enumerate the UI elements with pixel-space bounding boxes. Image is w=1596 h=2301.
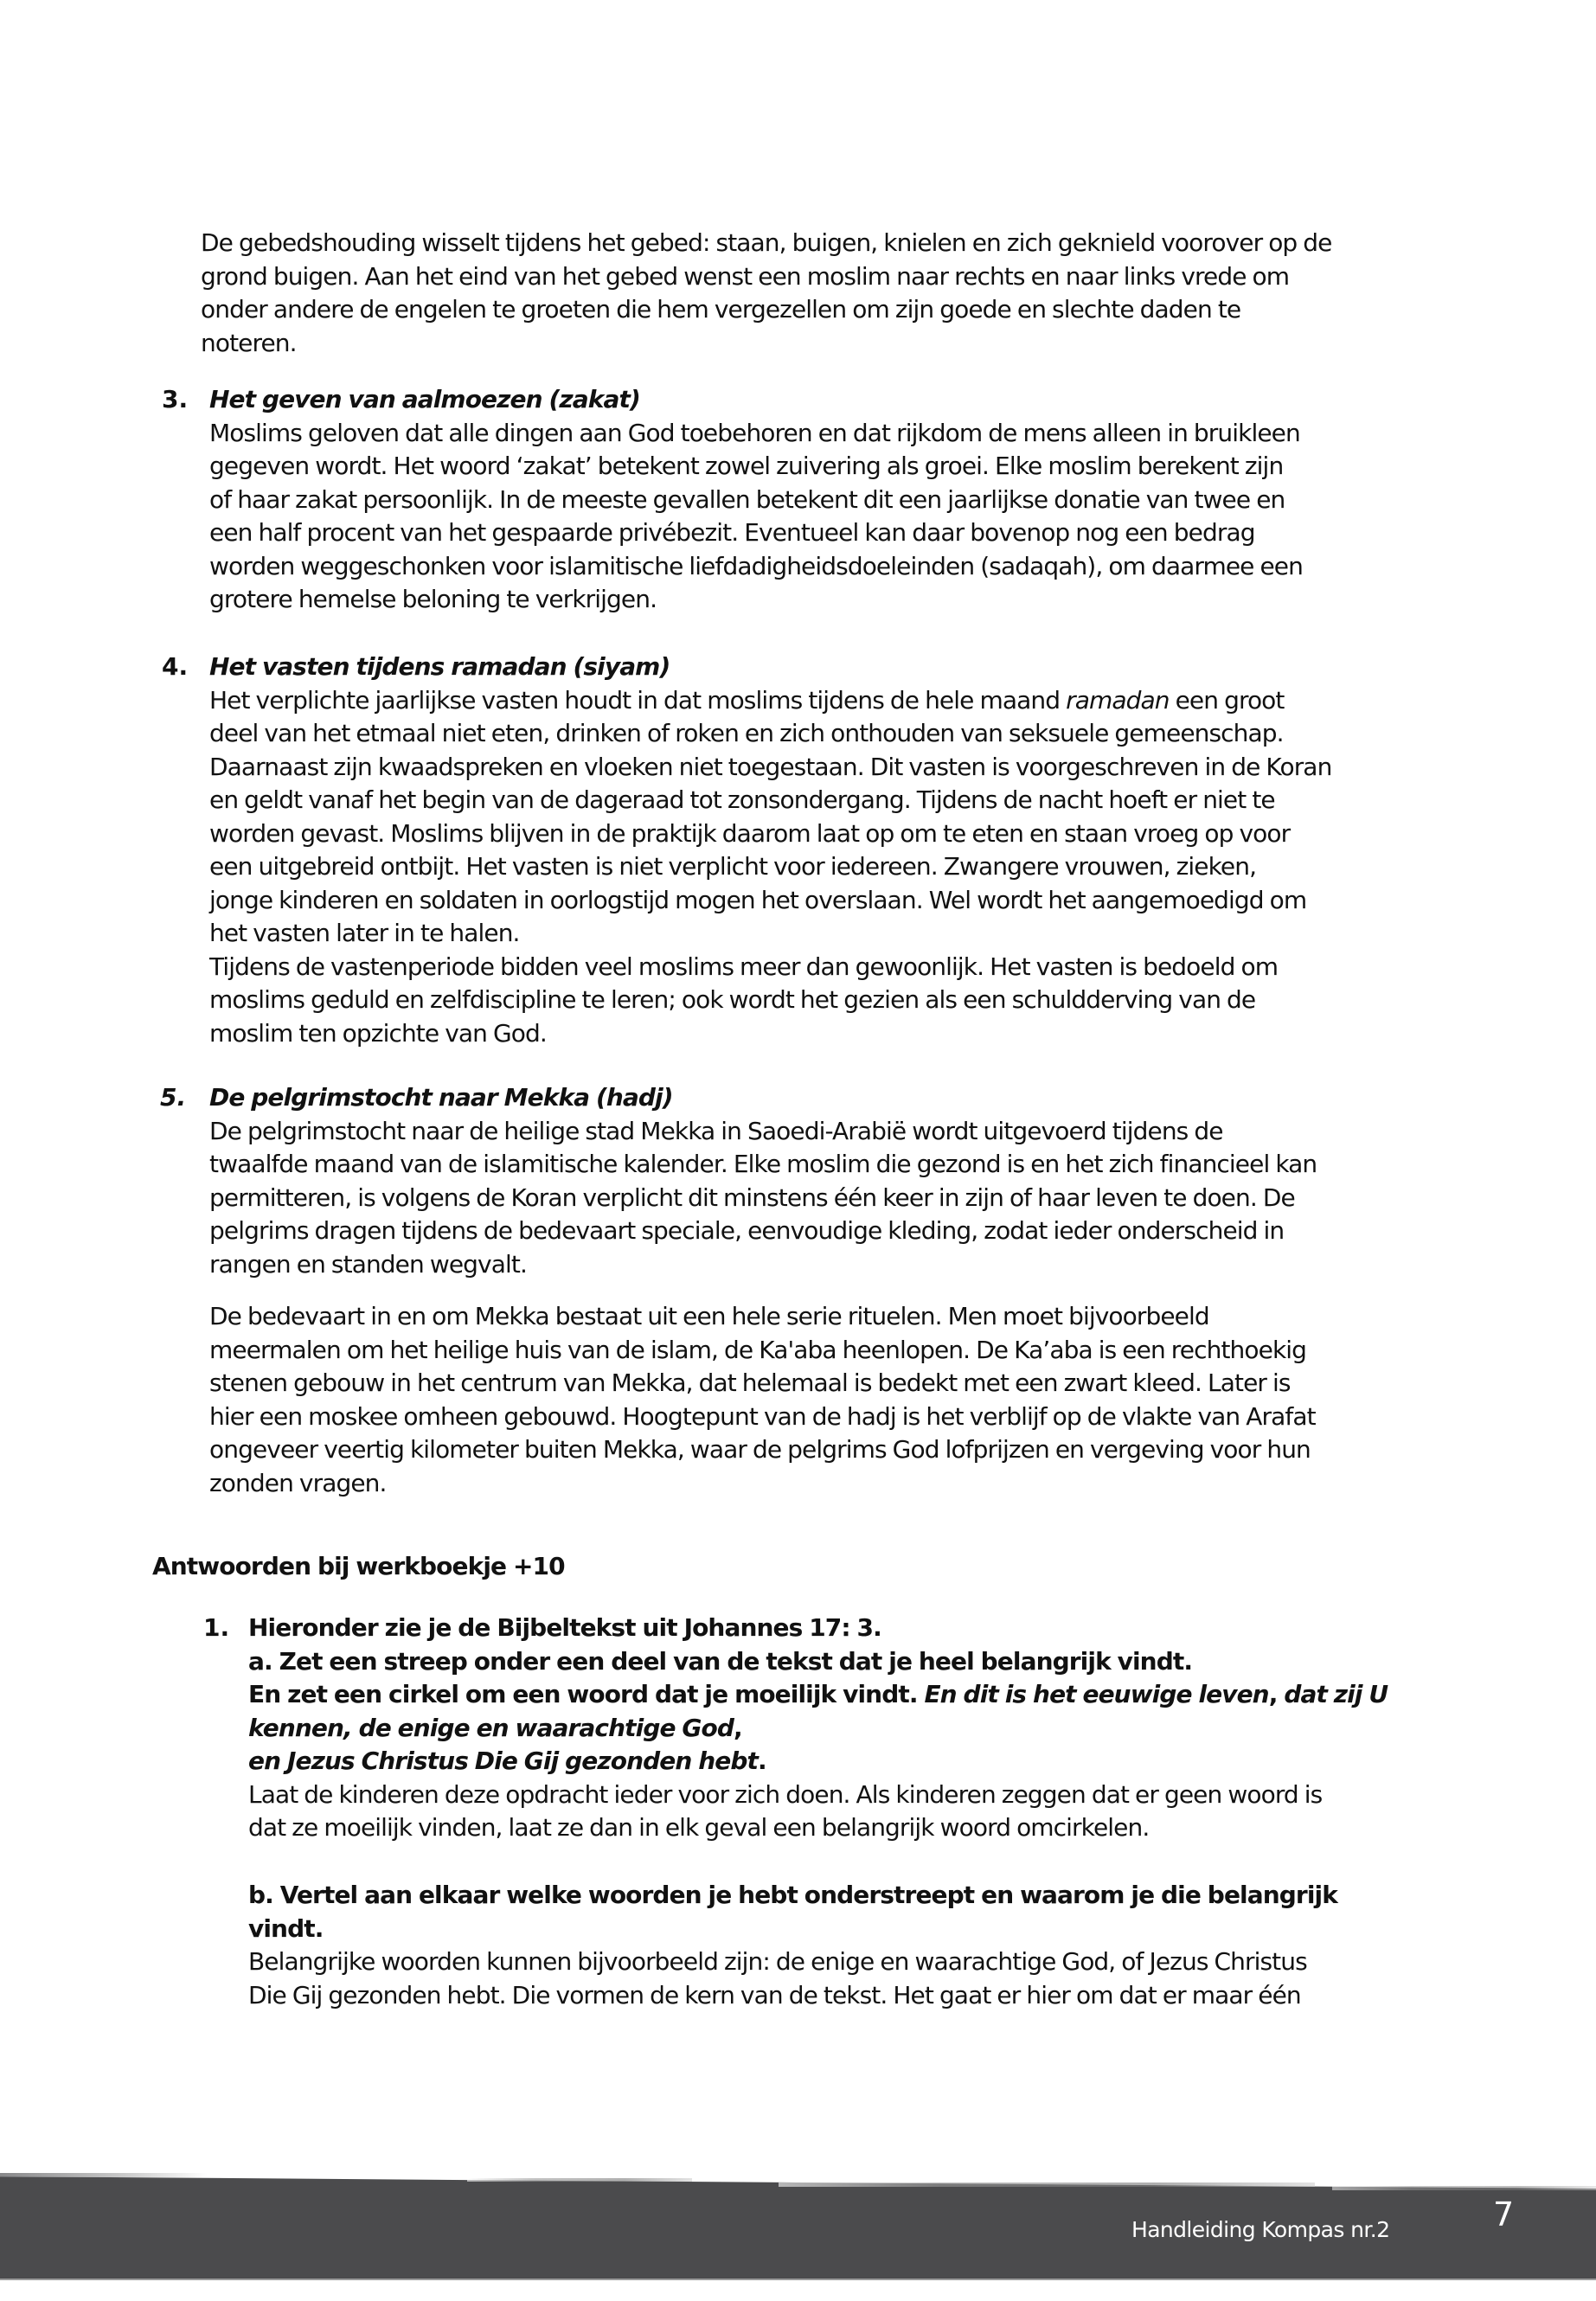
pillar-siyam [209,651,1331,1050]
bible-quote: En dit is het eeuwige leven [924,1680,1269,1708]
text-line: De pelgrimstocht naar de heilige stad Mekka in Saoedi-Arabië wordt uitgevoerd tijdens de [209,1116,1223,1145]
pillar-hadj-continued [209,1300,1316,1500]
page-number: 7 [1493,2195,1515,2234]
text-line: of haar zakat persoonlijk. In de meeste gevallen betekent dit een jaarlijkse donatie van twee en [209,484,1285,514]
text-line: twaalfde maand van de islamitische kalender. Elke moslim die gezond is en het zich financieel kan [209,1150,1317,1178]
answer-text: dat ze moeilijk vinden, laat ze dan in elk geval een belangrijk woord omcirkelen. [248,1813,1150,1842]
intro-paragraph [201,227,1332,360]
text-line: rangen en standen wegvalt. [209,1249,527,1279]
text-line: meermalen om het heilige huis van de islam, de Ka'aba heenlopen. De Ka’aba is een rechthoekig [209,1335,1307,1364]
list-number: 5. [160,1083,187,1112]
question-a-line [248,1678,1388,1712]
text-run: , [1268,1680,1285,1708]
text-line: grotere hemelse beloning te verkrijgen. [209,585,657,613]
text-line: noteren. [201,328,297,357]
text-line: jonge kinderen en soldaten in oorlogstijd mogen het overslaan. Wel wordt het aangemoedigd om [209,885,1307,914]
question-b: b. Vertel aan elkaar welke woorden je hebt onderstreept en waarom je die belangrijk [248,1881,1337,1909]
text-run: . [757,1747,766,1775]
text-line: pelgrims dragen tijdens de bedevaart speciale, eenvoudige kleding, zodat ieder onderscheid in [209,1216,1285,1245]
list-number: 3. [162,385,189,413]
text-line: hier een moskee omheen gebouwd. Hoogtepunt van de hadj is het verblijf op de vlakte van Arafat [209,1401,1316,1431]
text-line: een uitgebreid ontbijt. Het vasten is niet verplicht voor iedereen. Zwangere vrouwen, zieken, [209,852,1257,881]
text-line: deel van het etmaal niet eten, drinken of roken en zich onthouden van seksuele gemeenschap. [209,719,1284,747]
pillar-zakat [209,383,1303,617]
text-run: , [733,1713,742,1742]
bible-quote-line [248,1745,1388,1779]
answer-item-1b [248,1879,1337,2012]
text-run: een groot [1169,685,1285,715]
emphasis-ramadan: ramadan [1066,685,1170,715]
text-run: Het verplichte jaarlijkse vasten houdt in dat moslims tijdens de hele maand [209,685,1067,715]
text-line: onder andere de engelen te groeten die hem vergezellen om zijn goede en slechte daden te [201,295,1241,324]
list-number: 4. [162,652,189,681]
text-line: Daarnaast zijn kwaadspreken en vloeken niet toegestaan. Dit vasten is voorgeschreven in de Koran [209,752,1332,781]
answer-text: Laat de kinderen deze opdracht ieder voor zich doen. Als kinderen zeggen dat er geen woord is [248,1779,1323,1809]
text-line: stenen gebouw in het centrum van Mekka, dat helemaal is bedekt met een zwart kleed. Later is [209,1368,1291,1397]
answer-text: Belangrijke woorden kunnen bijvoorbeeld zijn: de enige en waarachtige God, of Jezus Christus [248,1947,1307,1976]
pillar-title: Het vasten tijdens ramadan (siyam) [209,652,670,681]
text-line: zonden vragen. [209,1468,387,1497]
bible-quote: kennen, de enige en waarachtige God [248,1713,734,1742]
text-line: Tijdens de vastenperiode bidden veel moslims meer dan gewoonlijk. Het vasten is bedoeld om [209,952,1279,981]
answer-item-1 [248,1612,1388,1845]
question-a: a. Zet een streep onder een deel van de tekst dat je heel belangrijk vindt. [248,1646,1193,1676]
text-line [209,684,1331,718]
bible-quote: dat zij U [1284,1680,1388,1708]
section-heading: Antwoorden bij werkboekje +10 [152,1552,565,1580]
text-line: worden gevast. Moslims blijven in de praktijk daarom laat op om te eten en staan vroeg op voor [209,818,1291,848]
text-line: worden weggeschonken voor islamitische liefdadigheidsdoeleinden (sadaqah), om daarmee een [209,551,1303,580]
bible-quote-line [248,1712,1388,1746]
text-line: Moslims geloven dat alle dingen aan God toebehoren en dat rijkdom de mens alleen in bruikleen [209,418,1300,447]
text-line: moslims geduld en zelfdiscipline te leren; ook wordt het gezien als een schuldderving van de [209,985,1256,1014]
question-text: Hieronder zie je de Bijbeltekst uit Johannes 17: 3. [248,1613,881,1642]
pillar-hadj [209,1081,1317,1281]
text-line: moslim ten opzichte van God. [209,1018,547,1048]
text-run: En zet een cirkel om een woord dat je moeilijk vindt. [248,1680,925,1708]
text-line: en geldt vanaf het begin van de dageraad tot zonsondergang. Tijdens de nacht hoeft er niet te [209,785,1275,814]
text-line: het vasten later in te halen. [209,919,520,947]
text-line: De gebedshouding wisselt tijdens het gebed: staan, buigen, knielen en zich geknield voorover op de [201,228,1332,257]
text-line: permitteren, is volgens de Koran verplicht dit minstens één keer in zijn of haar leven te doen. De [209,1183,1295,1212]
text-line: een half procent van het gespaarde privébezit. Eventueel kan daar bovenop nog een bedrag [209,518,1255,547]
answer-text: Die Gij gezonden hebt. Die vormen de kern van de tekst. Het gaat er hier om dat er maar één [248,1980,1301,2009]
text-line: ongeveer veertig kilometer buiten Mekka, waar de pelgrims God lofprijzen en vergeving voor hun [209,1435,1311,1464]
question-b: vindt. [248,1913,324,1943]
list-number: 1. [203,1613,230,1642]
bible-quote: en Jezus Christus Die Gij gezonden hebt [248,1747,758,1775]
text-line: grond buigen. Aan het eind van het gebed wenst een moslim naar rechts en naar links vrede om [201,261,1290,291]
pillar-title: De pelgrimstocht naar Mekka (hadj) [209,1083,673,1112]
footer-publication-title: Handleiding Kompas nr.2 [1131,2217,1390,2242]
pillar-title: Het geven van aalmoezen (zakat) [209,385,640,413]
text-line: gegeven wordt. Het woord ‘zakat’ betekent zowel zuivering als groei. Elke moslim berekent zijn [209,452,1284,480]
text-line: De bedevaart in en om Mekka bestaat uit een hele serie rituelen. Men moet bijvoorbeeld [209,1302,1209,1330]
